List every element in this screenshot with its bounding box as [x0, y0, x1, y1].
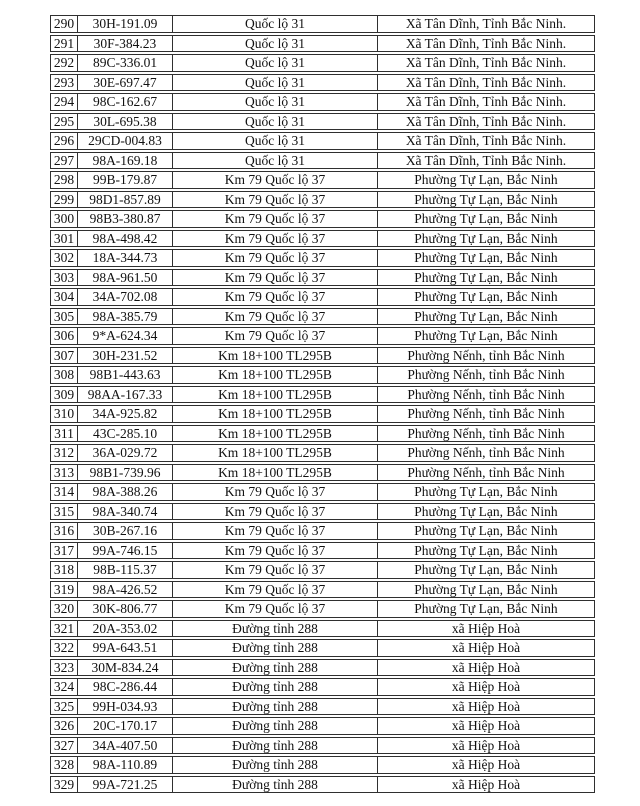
- cell-location: Xã Tân Dĩnh, Tỉnh Bắc Ninh.: [377, 152, 595, 170]
- cell-route: Đường tỉnh 288: [172, 659, 377, 677]
- cell-index: 329: [50, 776, 77, 794]
- cell-route: Km 79 Quốc lộ 37: [172, 581, 377, 599]
- cell-index: 308: [50, 366, 77, 384]
- cell-location: Phường Tự Lạn, Bắc Ninh: [377, 308, 595, 326]
- table-row: [50, 171, 595, 189]
- table-row: [50, 522, 595, 540]
- cell-route: Km 79 Quốc lộ 37: [172, 561, 377, 579]
- cell-plate: 98A-385.79: [77, 308, 172, 326]
- cell-route: Km 79 Quốc lộ 37: [172, 288, 377, 306]
- cell-index: 306: [50, 327, 77, 345]
- cell-index: 307: [50, 347, 77, 365]
- cell-index: 291: [50, 35, 77, 53]
- cell-plate: 30L-695.38: [77, 113, 172, 131]
- cell-location: xã Hiệp Hoà: [377, 639, 595, 657]
- cell-index: 303: [50, 269, 77, 287]
- table-row: [50, 581, 595, 599]
- cell-plate: 30F-384.23: [77, 35, 172, 53]
- cell-route: Km 79 Quốc lộ 37: [172, 171, 377, 189]
- table-row: [50, 269, 595, 287]
- cell-location: Phường Tự Lạn, Bắc Ninh: [377, 288, 595, 306]
- cell-route: Km 18+100 TL295B: [172, 347, 377, 365]
- cell-location: Phường Tự Lạn, Bắc Ninh: [377, 249, 595, 267]
- cell-route: Km 18+100 TL295B: [172, 366, 377, 384]
- cell-location: Phường Tự Lạn, Bắc Ninh: [377, 561, 595, 579]
- cell-route: Quốc lộ 31: [172, 15, 377, 33]
- cell-index: 319: [50, 581, 77, 599]
- cell-route: Quốc lộ 31: [172, 54, 377, 72]
- cell-location: xã Hiệp Hoà: [377, 698, 595, 716]
- table-row: [50, 74, 595, 92]
- cell-route: Km 79 Quốc lộ 37: [172, 308, 377, 326]
- cell-location: Phường Tự Lạn, Bắc Ninh: [377, 581, 595, 599]
- cell-location: Phường Nếnh, tỉnh Bắc Ninh: [377, 444, 595, 462]
- cell-location: Xã Tân Dĩnh, Tỉnh Bắc Ninh.: [377, 54, 595, 72]
- table-row: [50, 756, 595, 774]
- plate-table-body: [50, 15, 595, 793]
- table-row: [50, 288, 595, 306]
- cell-index: 301: [50, 230, 77, 248]
- cell-location: Phường Tự Lạn, Bắc Ninh: [377, 522, 595, 540]
- cell-plate: 30K-806.77: [77, 600, 172, 618]
- cell-index: 311: [50, 425, 77, 443]
- table-row: [50, 600, 595, 618]
- cell-index: 320: [50, 600, 77, 618]
- cell-location: Phường Tự Lạn, Bắc Ninh: [377, 171, 595, 189]
- cell-location: Phường Tự Lạn, Bắc Ninh: [377, 600, 595, 618]
- cell-location: Phường Tự Lạn, Bắc Ninh: [377, 483, 595, 501]
- table-row: [50, 483, 595, 501]
- cell-plate: 98A-498.42: [77, 230, 172, 248]
- table-row: [50, 15, 595, 33]
- cell-plate: 98A-340.74: [77, 503, 172, 521]
- plate-list-table: [50, 13, 595, 795]
- cell-plate: 98A-169.18: [77, 152, 172, 170]
- cell-location: xã Hiệp Hoà: [377, 717, 595, 735]
- cell-location: xã Hiệp Hoà: [377, 776, 595, 794]
- cell-plate: 98A-388.26: [77, 483, 172, 501]
- cell-route: Quốc lộ 31: [172, 74, 377, 92]
- cell-location: xã Hiệp Hoà: [377, 737, 595, 755]
- cell-plate: 34A-407.50: [77, 737, 172, 755]
- cell-index: 317: [50, 542, 77, 560]
- table-row: [50, 698, 595, 716]
- cell-index: 315: [50, 503, 77, 521]
- table-row: [50, 503, 595, 521]
- cell-route: Đường tỉnh 288: [172, 639, 377, 657]
- table-row: [50, 776, 595, 794]
- cell-plate: 36A-029.72: [77, 444, 172, 462]
- cell-location: Phường Nếnh, tỉnh Bắc Ninh: [377, 366, 595, 384]
- cell-location: Phường Tự Lạn, Bắc Ninh: [377, 230, 595, 248]
- cell-index: 328: [50, 756, 77, 774]
- cell-location: Phường Nếnh, tỉnh Bắc Ninh: [377, 425, 595, 443]
- table-row: [50, 561, 595, 579]
- cell-plate: 98A-961.50: [77, 269, 172, 287]
- cell-index: 323: [50, 659, 77, 677]
- cell-route: Đường tỉnh 288: [172, 620, 377, 638]
- cell-route: Km 79 Quốc lộ 37: [172, 483, 377, 501]
- cell-plate: 98A-426.52: [77, 581, 172, 599]
- cell-route: Km 18+100 TL295B: [172, 464, 377, 482]
- cell-plate: 30H-191.09: [77, 15, 172, 33]
- table-row: [50, 230, 595, 248]
- table-row: [50, 620, 595, 638]
- table-row: [50, 210, 595, 228]
- table-row: [50, 464, 595, 482]
- cell-route: Km 18+100 TL295B: [172, 405, 377, 423]
- cell-location: Phường Nếnh, tỉnh Bắc Ninh: [377, 347, 595, 365]
- cell-location: xã Hiệp Hoà: [377, 756, 595, 774]
- cell-route: Km 79 Quốc lộ 37: [172, 542, 377, 560]
- cell-plate: 89C-336.01: [77, 54, 172, 72]
- cell-index: 302: [50, 249, 77, 267]
- table-row: [50, 132, 595, 150]
- cell-plate: 98D1-857.89: [77, 191, 172, 209]
- cell-route: Km 79 Quốc lộ 37: [172, 522, 377, 540]
- table-row: [50, 659, 595, 677]
- table-row: [50, 249, 595, 267]
- cell-location: xã Hiệp Hoà: [377, 659, 595, 677]
- cell-plate: 98B1-443.63: [77, 366, 172, 384]
- cell-index: 325: [50, 698, 77, 716]
- cell-route: Đường tỉnh 288: [172, 698, 377, 716]
- cell-plate: 18A-344.73: [77, 249, 172, 267]
- cell-route: Km 79 Quốc lộ 37: [172, 503, 377, 521]
- table-row: [50, 405, 595, 423]
- table-row: [50, 444, 595, 462]
- cell-route: Km 18+100 TL295B: [172, 425, 377, 443]
- cell-plate: 98A-110.89: [77, 756, 172, 774]
- cell-location: Phường Tự Lạn, Bắc Ninh: [377, 191, 595, 209]
- cell-index: 297: [50, 152, 77, 170]
- cell-location: Phường Nếnh, tỉnh Bắc Ninh: [377, 464, 595, 482]
- table-row: [50, 347, 595, 365]
- cell-location: Xã Tân Dĩnh, Tỉnh Bắc Ninh.: [377, 132, 595, 150]
- cell-route: Quốc lộ 31: [172, 152, 377, 170]
- cell-location: xã Hiệp Hoà: [377, 620, 595, 638]
- table-row: [50, 425, 595, 443]
- cell-plate: 30E-697.47: [77, 74, 172, 92]
- cell-location: Phường Tự Lạn, Bắc Ninh: [377, 210, 595, 228]
- cell-index: 316: [50, 522, 77, 540]
- cell-location: Phường Tự Lạn, Bắc Ninh: [377, 542, 595, 560]
- table-row: [50, 327, 595, 345]
- cell-index: 314: [50, 483, 77, 501]
- cell-location: Xã Tân Dĩnh, Tỉnh Bắc Ninh.: [377, 35, 595, 53]
- cell-index: 298: [50, 171, 77, 189]
- cell-plate: 29CD-004.83: [77, 132, 172, 150]
- cell-index: 290: [50, 15, 77, 33]
- cell-location: Xã Tân Dĩnh, Tỉnh Bắc Ninh.: [377, 93, 595, 111]
- cell-plate: 9*A-624.34: [77, 327, 172, 345]
- cell-plate: 30M-834.24: [77, 659, 172, 677]
- cell-route: Km 79 Quốc lộ 37: [172, 600, 377, 618]
- cell-route: Km 79 Quốc lộ 37: [172, 191, 377, 209]
- table-row: [50, 737, 595, 755]
- cell-index: 309: [50, 386, 77, 404]
- cell-plate: 99B-179.87: [77, 171, 172, 189]
- cell-index: 295: [50, 113, 77, 131]
- cell-index: 293: [50, 74, 77, 92]
- cell-plate: 30H-231.52: [77, 347, 172, 365]
- cell-plate: 98AA-167.33: [77, 386, 172, 404]
- table-row: [50, 542, 595, 560]
- cell-plate: 99A-721.25: [77, 776, 172, 794]
- cell-plate: 99H-034.93: [77, 698, 172, 716]
- table-row: [50, 54, 595, 72]
- cell-location: Phường Tự Lạn, Bắc Ninh: [377, 269, 595, 287]
- cell-location: Xã Tân Dĩnh, Tỉnh Bắc Ninh.: [377, 15, 595, 33]
- cell-index: 321: [50, 620, 77, 638]
- cell-index: 305: [50, 308, 77, 326]
- cell-plate: 98B3-380.87: [77, 210, 172, 228]
- cell-route: Quốc lộ 31: [172, 35, 377, 53]
- cell-plate: 20C-170.17: [77, 717, 172, 735]
- cell-plate: 99A-746.15: [77, 542, 172, 560]
- table-row: [50, 386, 595, 404]
- cell-plate: 98B-115.37: [77, 561, 172, 579]
- table-row: [50, 366, 595, 384]
- cell-route: Km 79 Quốc lộ 37: [172, 230, 377, 248]
- cell-index: 300: [50, 210, 77, 228]
- cell-route: Km 18+100 TL295B: [172, 444, 377, 462]
- cell-index: 299: [50, 191, 77, 209]
- cell-index: 304: [50, 288, 77, 306]
- cell-plate: 20A-353.02: [77, 620, 172, 638]
- cell-location: Phường Tự Lạn, Bắc Ninh: [377, 327, 595, 345]
- cell-location: Phường Nếnh, tỉnh Bắc Ninh: [377, 405, 595, 423]
- cell-plate: 34A-925.82: [77, 405, 172, 423]
- cell-route: Đường tỉnh 288: [172, 737, 377, 755]
- table-row: [50, 308, 595, 326]
- cell-route: Quốc lộ 31: [172, 132, 377, 150]
- cell-plate: 98B1-739.96: [77, 464, 172, 482]
- cell-route: Đường tỉnh 288: [172, 756, 377, 774]
- cell-index: 310: [50, 405, 77, 423]
- cell-index: 318: [50, 561, 77, 579]
- cell-index: 327: [50, 737, 77, 755]
- table-row: [50, 191, 595, 209]
- cell-index: 292: [50, 54, 77, 72]
- cell-location: Xã Tân Dĩnh, Tỉnh Bắc Ninh.: [377, 113, 595, 131]
- cell-plate: 34A-702.08: [77, 288, 172, 306]
- cell-location: Phường Tự Lạn, Bắc Ninh: [377, 503, 595, 521]
- cell-index: 322: [50, 639, 77, 657]
- table-row: [50, 93, 595, 111]
- cell-route: Quốc lộ 31: [172, 93, 377, 111]
- cell-index: 324: [50, 678, 77, 696]
- cell-index: 312: [50, 444, 77, 462]
- table-row: [50, 113, 595, 131]
- cell-route: Đường tỉnh 288: [172, 678, 377, 696]
- cell-plate: 98C-162.67: [77, 93, 172, 111]
- cell-plate: 99A-643.51: [77, 639, 172, 657]
- cell-route: Km 79 Quốc lộ 37: [172, 249, 377, 267]
- table-row: [50, 639, 595, 657]
- cell-route: Km 79 Quốc lộ 37: [172, 210, 377, 228]
- cell-plate: 98C-286.44: [77, 678, 172, 696]
- cell-route: Đường tỉnh 288: [172, 776, 377, 794]
- cell-route: Đường tỉnh 288: [172, 717, 377, 735]
- cell-index: 326: [50, 717, 77, 735]
- cell-plate: 43C-285.10: [77, 425, 172, 443]
- cell-plate: 30B-267.16: [77, 522, 172, 540]
- cell-location: Phường Nếnh, tỉnh Bắc Ninh: [377, 386, 595, 404]
- table-row: [50, 35, 595, 53]
- cell-index: 296: [50, 132, 77, 150]
- cell-location: Xã Tân Dĩnh, Tỉnh Bắc Ninh.: [377, 74, 595, 92]
- cell-index: 294: [50, 93, 77, 111]
- cell-route: Km 79 Quốc lộ 37: [172, 327, 377, 345]
- cell-route: Km 18+100 TL295B: [172, 386, 377, 404]
- table-row: [50, 678, 595, 696]
- cell-index: 313: [50, 464, 77, 482]
- cell-location: xã Hiệp Hoà: [377, 678, 595, 696]
- table-row: [50, 717, 595, 735]
- cell-route: Km 79 Quốc lộ 37: [172, 269, 377, 287]
- table-row: [50, 152, 595, 170]
- cell-route: Quốc lộ 31: [172, 113, 377, 131]
